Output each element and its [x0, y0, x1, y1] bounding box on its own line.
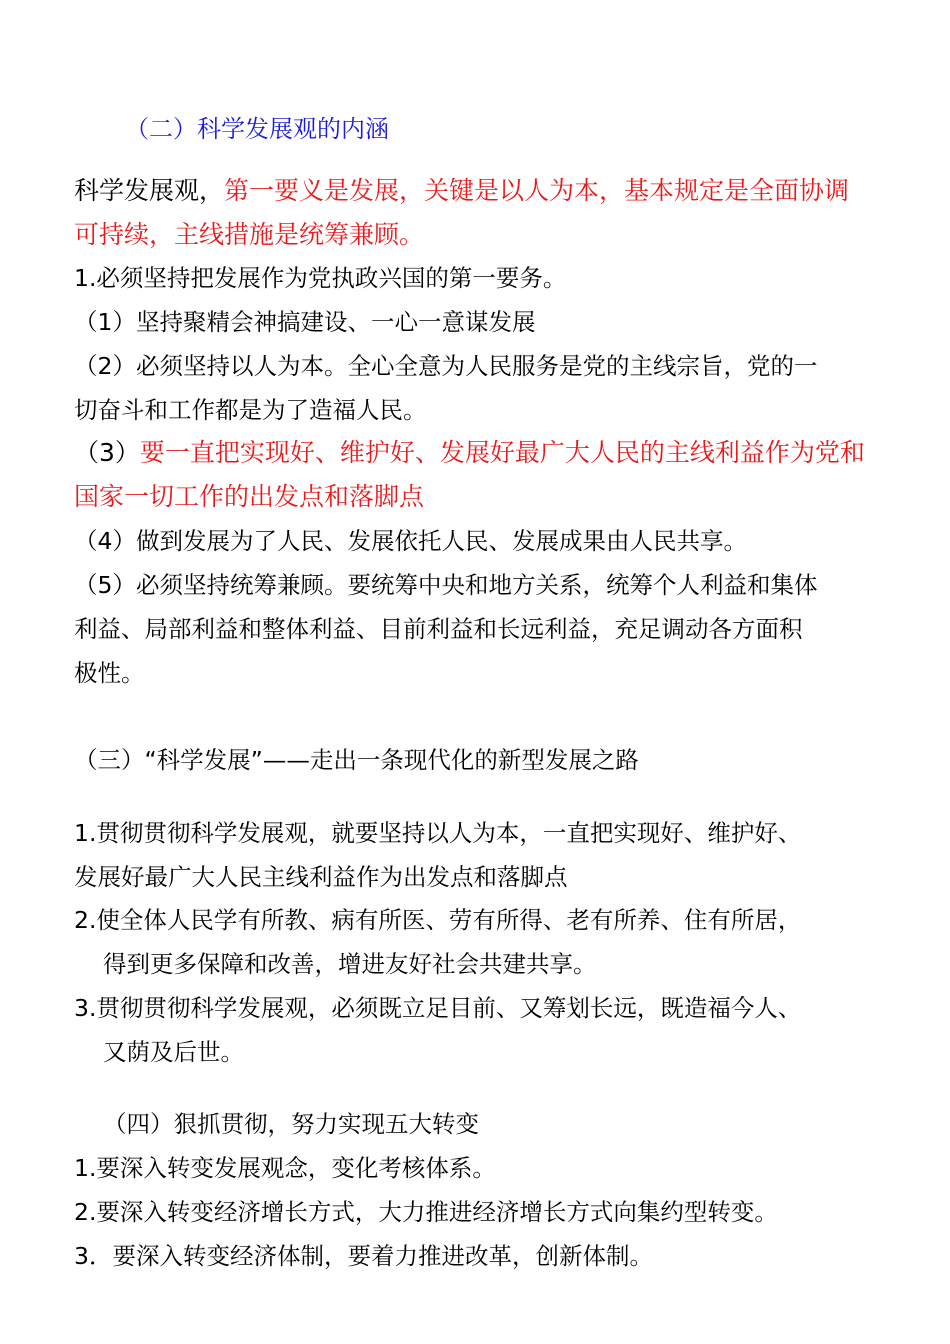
section2-intro-line1 [74, 176, 849, 206]
section2-sub3-prefix: （3） [74, 438, 140, 467]
section2-sub2-line2: 切奋斗和工作都是为了造福人民。 [74, 396, 427, 424]
section2-intro-red-2: 可持续，主线措施是统筹兼顾。 [74, 220, 425, 249]
section2-heading: （二）科学发展观的内涵 [125, 115, 389, 143]
section4-item1: 1.要深入转变发展观念，变化考核体系。 [74, 1154, 496, 1182]
section2-sub5-line2: 利益、局部利益和整体利益、目前利益和长远利益，充足调动各方面积 [74, 615, 803, 643]
section2-sub3-line1 [74, 438, 865, 468]
section2-intro-prefix: 科学发展观， [74, 176, 225, 205]
section3-item3-line1: 3.贯彻贯彻科学发展观，必须既立足目前、又筹划长远，既造福今人、 [74, 994, 802, 1022]
section3-item1-line1: 1.贯彻贯彻科学发展观，就要坚持以人为本，一直把实现好、维护好、 [74, 819, 802, 847]
section4-heading: （四）狠抓贯彻，努力实现五大转变 [103, 1110, 479, 1138]
section2-item1: 1.必须坚持把发展作为党执政兴国的第一要务。 [74, 264, 567, 292]
section2-intro-red-1: 第一要义是发展，关键是以人为本，基本规定是全面协调 [224, 176, 850, 205]
section3-item3-line2: 又荫及后世。 [103, 1038, 244, 1066]
section3-item1-line2: 发展好最广大人民主线利益作为出发点和落脚点 [74, 863, 568, 891]
section4-item2: 2.要深入转变经济增长方式，大力推进经济增长方式向集约型转变。 [74, 1198, 778, 1226]
section2-sub4: （4）做到发展为了人民、发展依托人民、发展成果由人民共享。 [74, 527, 747, 555]
section4-item3: 3．要深入转变经济体制，要着力推进改革，创新体制。 [74, 1242, 653, 1270]
section2-sub3-red-2: 国家一切工作的出发点和落脚点 [74, 482, 425, 511]
section3-heading: （三）“科学发展”——走出一条现代化的新型发展之路 [74, 746, 639, 774]
section2-sub1: （1）坚持聚精会神搞建设、一心一意谋发展 [74, 308, 536, 336]
section3-item2-line1: 2.使全体人民学有所教、病有所医、劳有所得、老有所养、住有所居， [74, 906, 802, 934]
section2-sub5-line3: 极性。 [74, 659, 145, 687]
section2-sub2-line1: （2）必须坚持以人为本。全心全意为人民服务是党的主线宗旨，党的一 [74, 352, 818, 380]
section3-item2-line2: 得到更多保障和改善，增进友好社会共建共享。 [103, 950, 597, 978]
section2-sub5-line1: （5）必须坚持统筹兼顾。要统筹中央和地方关系，统筹个人利益和集体 [74, 571, 818, 599]
section2-sub3-red-1: 要一直把实现好、维护好、发展好最广大人民的主线利益作为党和 [139, 438, 865, 467]
